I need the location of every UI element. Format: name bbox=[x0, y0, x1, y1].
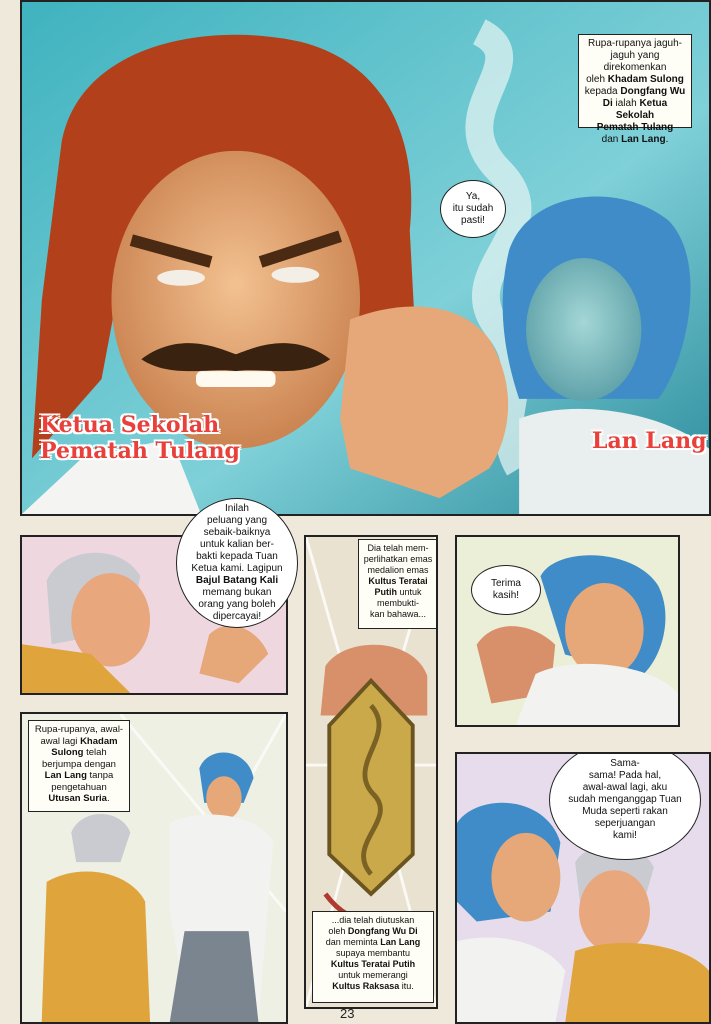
caption-medallion-top: Dia telah mem- perlihatkan emas medalion emas Kultus Teratai Putih untuk membukti- kan bahawa... bbox=[358, 539, 438, 629]
panel-meeting bbox=[20, 712, 288, 1024]
panel-thanks-art bbox=[457, 537, 678, 725]
blue-face bbox=[526, 258, 641, 401]
caption-top-right: Rupa-rupanya jaguh- jaguh yang direkomenkan oleh Khadam Sulong kepada Dongfang Wu Di ialah Ketua Sekolah Pematah Tulang dan Lan Lang. bbox=[578, 34, 692, 128]
panel-thanks bbox=[455, 535, 680, 727]
old-face bbox=[579, 870, 650, 953]
clawed-hand bbox=[340, 306, 508, 498]
old-man-gray-hair bbox=[71, 814, 130, 862]
left-eye bbox=[157, 270, 205, 286]
mustached-face bbox=[111, 151, 360, 449]
speech-bubble-terima-kasih: Terima kasih! bbox=[471, 565, 541, 615]
label-ketua-sekolah: Ketua Sekolah Pematah Tulang bbox=[40, 412, 240, 464]
face bbox=[565, 583, 644, 677]
caption-medallion-bottom: ...dia telah diutuskan oleh Dongfang Wu Di dan meminta Lan Lang supaya membantu Kultus Teratai Putih untuk memerangi Kultus Raksasa itu. bbox=[312, 911, 434, 1003]
speech-bubble-sama-sama: Sama- sama! Pada hal, awal-awal lagi, aku sudah menganggap Tuan Muda seperti rakan seperjuangan kami! bbox=[549, 752, 701, 860]
page-number: 23 bbox=[340, 1006, 355, 1021]
panel-medallion bbox=[304, 535, 438, 1009]
panel-top bbox=[20, 0, 711, 516]
young-face bbox=[491, 833, 560, 922]
caption-meeting: Rupa-rupanya, awal- awal lagi Khadam Sulong telah berjumpa dengan Lan Lang tanpa pengetahuan Utusan Suria. bbox=[28, 720, 130, 812]
panel-comrades bbox=[455, 752, 711, 1024]
gray-trousers bbox=[170, 931, 259, 1022]
speech-bubble-inilah: Inilah peluang yang sebaik-baiknya untuk kalian ber- bakti kepada Tuan Ketua kami. Lagipun Bajul Batang Kali memang bukan orang yang boleh dipercayai! bbox=[176, 498, 298, 628]
teeth bbox=[196, 371, 276, 387]
speech-bubble-ya: Ya, itu sudah pasti! bbox=[440, 180, 506, 238]
old-man-orange-robe bbox=[42, 872, 150, 1022]
right-eye bbox=[272, 267, 320, 283]
label-lan-lang: Lan Lang bbox=[592, 428, 707, 454]
young-man-face bbox=[206, 776, 241, 819]
old-face bbox=[71, 573, 150, 667]
